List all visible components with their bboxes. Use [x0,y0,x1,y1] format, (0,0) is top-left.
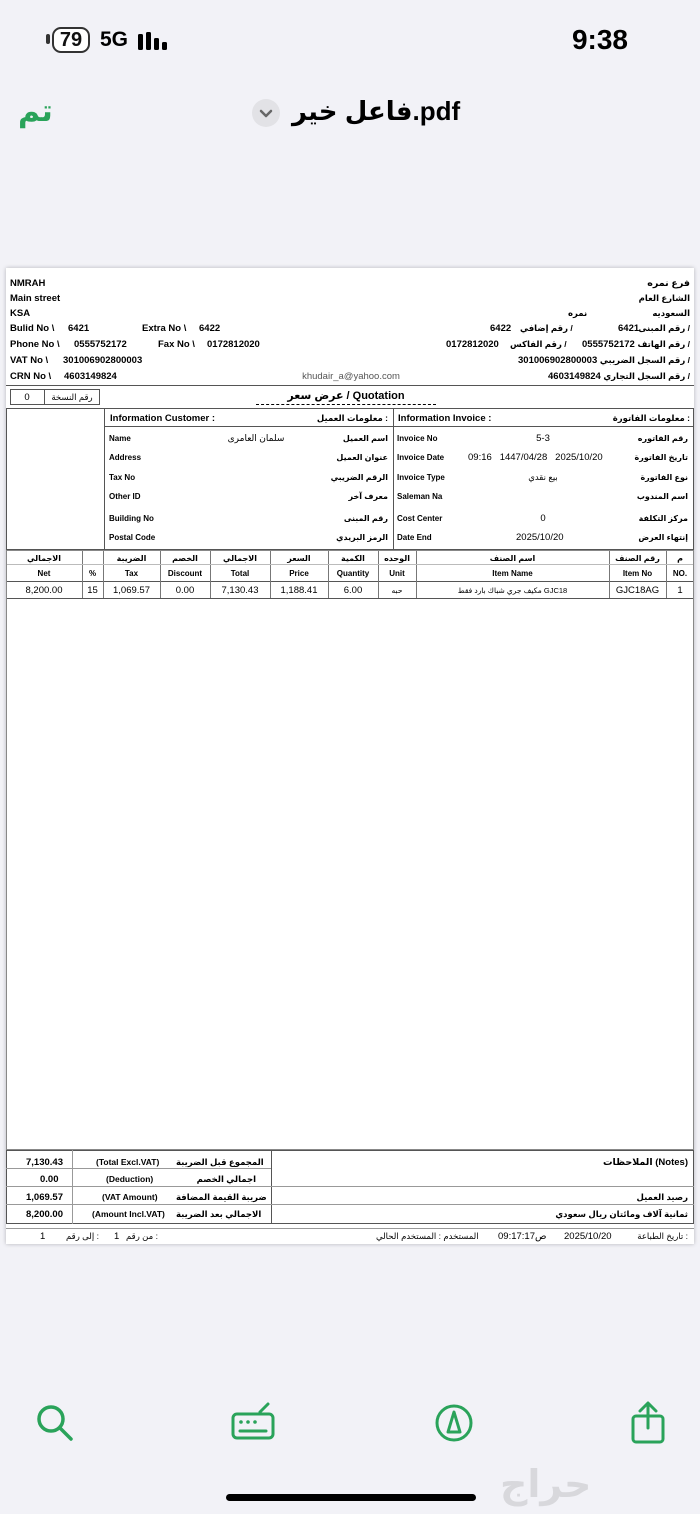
customer-header-ar: معلومات العميل : [316,413,388,423]
battery-tip [46,34,50,44]
items-table-body [6,550,694,1150]
invoice-date-value: 09:16 1447/04/28 2025/10/20 [468,452,603,463]
customer-row-label: Tax No [109,473,136,482]
table-cell: GJC18AG [615,585,660,596]
document-title: فاعل خير.pdf [292,96,461,126]
status-bar [0,0,700,80]
copy-value: 0 [24,392,30,403]
invoice-row-label-ar: رقم الفاتوره [637,434,688,443]
print-date-label: تاريخ الطباعة : [637,1231,688,1241]
document-heading: عرض سعر / Quotation [256,391,436,405]
battery-icon: 79 [52,27,90,53]
customer-row-label: Address [109,453,142,462]
phone-ar-label: رقم الهاتف / [637,339,690,349]
invoice-row-label: Date End [397,533,432,542]
customer-row-label: Postal Code [109,533,156,542]
customer-row-label-ar: عنوان العميل [336,453,388,462]
column-header-ar: السعر [287,554,311,563]
to-value: 1 [40,1231,46,1242]
table-cell: 15 [87,585,98,596]
title-menu-button[interactable] [252,99,280,127]
search-icon[interactable] [32,1400,78,1446]
done-button[interactable]: تم [18,95,53,128]
build-label: Bulid No \ [10,323,55,334]
customer-row-label-ar: اسم العميل [342,434,388,443]
column-header-en: Quantity [336,569,370,578]
notes-label: الملاحظات (Notes) [603,1157,688,1168]
cost-center-value: 0 [540,513,546,524]
column-header-ar: الكمية [341,554,365,563]
customer-name-value: سلمان العامرى [227,433,285,443]
column-header-ar: الوحده [384,554,410,563]
vat-amount-label: (VAT Amount) [102,1192,158,1202]
chevron-down-icon [252,99,280,127]
from-value: 1 [114,1231,120,1242]
invoice-row-label-ar: نوع الفاتورة [640,473,688,482]
company-name-en: NMRAH [10,278,46,289]
date-end-value: 2025/10/20 [516,532,564,543]
from-label: من رقم : [126,1231,158,1241]
vat-ar-label: رقم السجل الضريبي / [599,355,690,365]
phone-value: 0555752172 [74,339,127,350]
company-street-ar: الشارع العام [638,293,690,303]
pdf-page[interactable] [6,268,694,1244]
amount-incl-vat-label: (Amount Incl.VAT) [92,1209,165,1219]
total-excl-vat-label-ar: المجموع قبل الضريبة [176,1157,264,1167]
phone-label: Phone No \ [10,339,60,350]
total-excl-vat-value: 7,130.43 [26,1157,63,1168]
invoice-type-value: بيع نقدي [528,472,558,482]
amount-incl-vat-value: 8,200.00 [26,1209,63,1220]
column-header-en: NO. [672,569,688,578]
column-header-en: Discount [167,569,203,578]
invoice-row-label: Cost Center [397,514,443,523]
amount-incl-vat-label-ar: الاجمالي بعد الضريبة [176,1209,262,1219]
to-label: إلى رقم : [66,1231,99,1241]
balance-label: رصيد العميل [636,1192,688,1202]
table-cell: 7,130.43 [221,585,259,596]
customer-row-label: Building No [109,514,154,523]
total-excl-vat-label: (Total Excl.VAT) [96,1157,160,1167]
crn-value: 4603149824 [64,371,117,382]
fax-label: Fax No \ [158,339,195,350]
vat-ar-value: 301006902800003 [518,355,598,366]
extra-ar-label: رقم إضافي / [520,323,573,333]
signal-icon [138,30,172,50]
fax-ar-label: رقم الفاكس / [510,339,567,349]
company-street-en: Main street [10,293,61,304]
print-time: 09:17:17ص [498,1231,547,1242]
vat-label: VAT No \ [10,355,49,366]
table-cell: 1,069.57 [113,585,150,596]
column-header-en: Item No [622,569,653,578]
build-ar-value: 6421 [618,323,640,334]
column-header-ar: م [677,554,683,563]
column-header-en: Net [37,569,51,578]
deduction-value: 0.00 [40,1174,59,1185]
user-label: المستخدم : المستخدم الحالي [376,1231,479,1241]
invoice-row-label: Invoice Type [397,473,445,482]
phone-ar-value: 0555752172 [582,339,635,350]
column-header-ar: رقم الصنف [615,554,660,563]
build-ar-label: رقم المبنى / [638,323,690,333]
company-email: khudair_a@yahoo.com [302,371,400,382]
extra-label: Extra No \ [142,323,187,334]
crn-label: CRN No \ [10,371,52,382]
column-header-ar: الخصم [172,554,198,563]
deduction-label-ar: اجمالي الخصم [196,1174,256,1184]
invoice-header-en: Information Invoice : [398,413,492,424]
column-header-ar: الضريبة [116,554,147,563]
invoice-no-value: 5-3 [536,433,550,444]
column-header-en: Unit [389,569,405,578]
table-cell: حبه [391,586,403,595]
markup-icon[interactable] [431,1400,477,1446]
table-cell: 0.00 [175,585,195,596]
column-header-en: Tax [124,569,139,578]
customer-row-label: Name [109,434,131,443]
invoice-header-ar: معلومات الفاتورة : [612,413,690,423]
share-icon[interactable] [625,1400,671,1446]
vat-amount-label-ar: ضريبة القيمة المضافة [176,1192,267,1202]
copy-label: رقم النسخة [51,392,93,402]
column-header-en: Item Name [492,569,533,578]
extra-value: 6422 [199,323,221,334]
customer-row-label: Other ID [109,492,141,501]
crn-ar-value: 4603149824 [548,371,601,382]
column-header-ar: اسم الصنف [489,554,536,563]
print-date: 2025/10/20 [564,1231,612,1242]
invoice-row-label: Saleman Na [397,492,443,501]
vat-value: 301006902800003 [63,355,143,366]
home-indicator [226,1494,476,1501]
amount-in-words: ثمانية آلاف ومائتان ريال سعودي [555,1209,688,1219]
bottom-toolbar [0,1400,700,1450]
extra-ar-value: 6422 [490,323,512,334]
company-country-ar: السعوديه [652,308,690,318]
customer-row-label-ar: الرمز البريدي [336,533,388,542]
invoice-row-label-ar: إنتهاء العرض [638,533,688,542]
company-name-ar: فرع نمره [647,278,690,289]
column-header-ar: الاجمالي [223,554,257,563]
invoice-row-label-ar: اسم المندوب [636,492,688,501]
column-header-en: Total [230,569,250,578]
fax-value: 0172812020 [207,339,260,350]
table-cell: 1 [677,585,683,596]
customer-row-label-ar: معرف آخر [348,492,388,501]
invoice-row-label-ar: تاريخ الفاتورة [634,453,688,462]
table-cell: مكيف جري شباك بارد فقط GJC18 [457,586,568,595]
customer-row-label-ar: الرقم الضريبي [330,473,388,482]
column-header-ar: الاجمالي [27,554,61,563]
vat-amount-value: 1,069.57 [26,1192,63,1203]
build-value: 6421 [68,323,90,334]
company-city-ar: نمره [568,308,588,318]
watermark-logo: حراج [500,1464,592,1506]
fax-ar-value: 0172812020 [446,339,499,350]
column-header-en: % [88,569,97,578]
customer-header-en: Information Customer : [110,413,216,424]
customer-row-label-ar: رقم المبنى [343,514,388,523]
clock: 9:38 [571,24,628,55]
table-cell: 1,188.41 [280,585,318,596]
keyboard-icon[interactable] [230,1400,276,1446]
invoice-row-label: Invoice Date [397,453,445,462]
table-cell: 6.00 [343,585,363,596]
table-cell: 8,200.00 [25,585,63,596]
crn-ar-label: رقم السجل التجاري / [603,371,690,381]
network-label: 5G [100,28,129,51]
deduction-label: (Deduction) [106,1174,154,1184]
column-header-en: Price [289,569,309,578]
company-country-en: KSA [10,308,31,319]
invoice-row-label: Invoice No [397,434,438,443]
invoice-row-label-ar: مركز التكلفة [638,514,688,523]
